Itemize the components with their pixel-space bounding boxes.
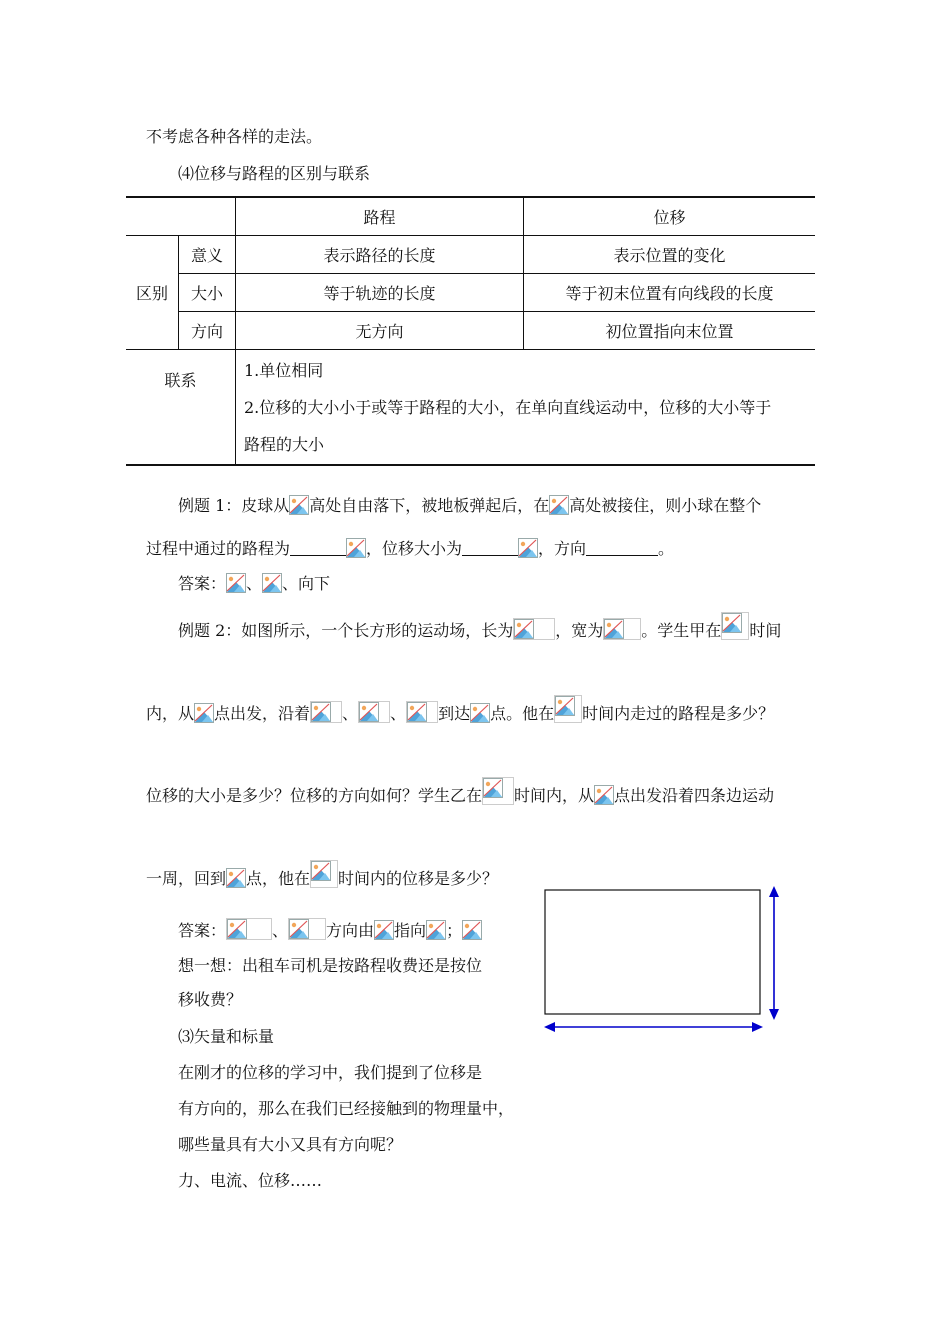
length-arrow [544,1022,763,1032]
link-line: 2.位移的大小小于或等于路程的大小，在单向直线运动中，位移的大小等于 [244,397,772,417]
section3-line3: 哪些量具有大小又具有方向呢？ [178,1135,403,1154]
example1-answer: 答案： 、 、向下 [178,574,331,593]
example2-line3: 位移的大小是多少？位移的方向如何？学生乙在 时间内，从 点出发沿着四条边运动 [146,777,774,806]
image-placeholder-icon [554,695,582,723]
row-label: 意义 [179,236,236,274]
example2-line4: 一周，回到 点，他在 时间内的位移是多少？ [146,860,498,889]
group-label: 区别 [126,236,179,350]
image-placeholder-icon [226,868,246,888]
cell-path: 等于轨迹的长度 [236,274,524,312]
intro-line: 不考虑各种各样的走法。 [146,127,323,146]
image-placeholder-icon [426,920,446,940]
example2-line2: 内，从 点出发，沿着 、 、 到达 点。他在 时间内走过的路程是多少？ [146,695,774,724]
link-line: 1.单位相同 [244,360,324,380]
answer-blank[interactable] [586,541,658,556]
section3-line1: 在刚才的位移的学习中，我们提到了位移是 [178,1063,483,1082]
example1-line1: 例题 1：皮球从 高处自由落下，被地板弹起后，在 高处被接住，则小球在整个 [178,496,762,515]
think-line2: 移收费？ [178,990,243,1009]
table-row [126,236,815,274]
cell-path: 无方向 [236,312,524,350]
cell-path: 表示路径的长度 [236,236,524,274]
link-cell [236,350,816,466]
image-placeholder-icon [406,701,438,723]
table-row [126,312,815,350]
link-label: 联系 [126,350,236,466]
image-placeholder-icon [310,701,342,723]
section4-title: ⑷位移与路程的区别与联系 [178,164,371,183]
image-placeholder-icon [603,618,641,640]
image-placeholder-icon [194,703,214,723]
cell-displacement: 等于初末位置有向线段的长度 [524,274,816,312]
answer-blank[interactable] [290,541,346,556]
image-placeholder-icon [358,701,390,723]
image-placeholder-icon [594,785,614,805]
image-placeholder-icon [310,860,338,888]
table-row [126,350,815,466]
image-placeholder-icon [462,920,482,940]
section3-line4: 力、电流、位移…… [178,1171,323,1190]
example2-answer: 答案： 、 方向由 指向 ； [178,918,482,941]
cell-displacement: 初位置指向末位置 [524,312,816,350]
image-placeholder-icon [226,918,272,940]
table-header-row [126,197,815,236]
image-placeholder-icon [288,918,326,940]
cell-displacement: 表示位置的变化 [524,236,816,274]
row-label: 方向 [179,312,236,350]
image-placeholder-icon [374,920,394,940]
image-placeholder-icon [226,573,246,593]
example1-line2: 过程中通过的路程为 ，位移大小为 ，方向 。 [146,539,675,558]
image-placeholder-icon [721,612,749,640]
field-diagram [540,882,790,1038]
comparison-table [126,196,815,466]
section3-line2: 有方向的，那么在我们已经接触到的物理量中， [178,1099,515,1118]
row-label: 大小 [179,274,236,312]
answer-blank[interactable] [462,541,518,556]
think-line1: 想一想：出租车司机是按路程收费还是按位 [178,956,483,975]
section3-title: ⑶矢量和标量 [178,1027,275,1046]
field-rectangle [545,890,760,1014]
link-line: 路程的大小 [244,434,325,454]
table-row [126,274,815,312]
image-placeholder-icon [549,495,569,515]
image-placeholder-icon [346,538,366,558]
image-placeholder-icon [482,777,514,805]
image-placeholder-icon [262,573,282,593]
image-placeholder-icon [289,495,309,515]
example2-line1: 例题 2：如图所示，一个长方形的运动场，长为 ，宽为 。学生甲在 时间 [178,612,781,641]
image-placeholder-icon [513,618,555,640]
header-path: 路程 [236,197,524,236]
width-arrow [769,886,779,1020]
image-placeholder-icon [470,703,490,723]
image-placeholder-icon [518,538,538,558]
header-displacement: 位移 [524,197,816,236]
